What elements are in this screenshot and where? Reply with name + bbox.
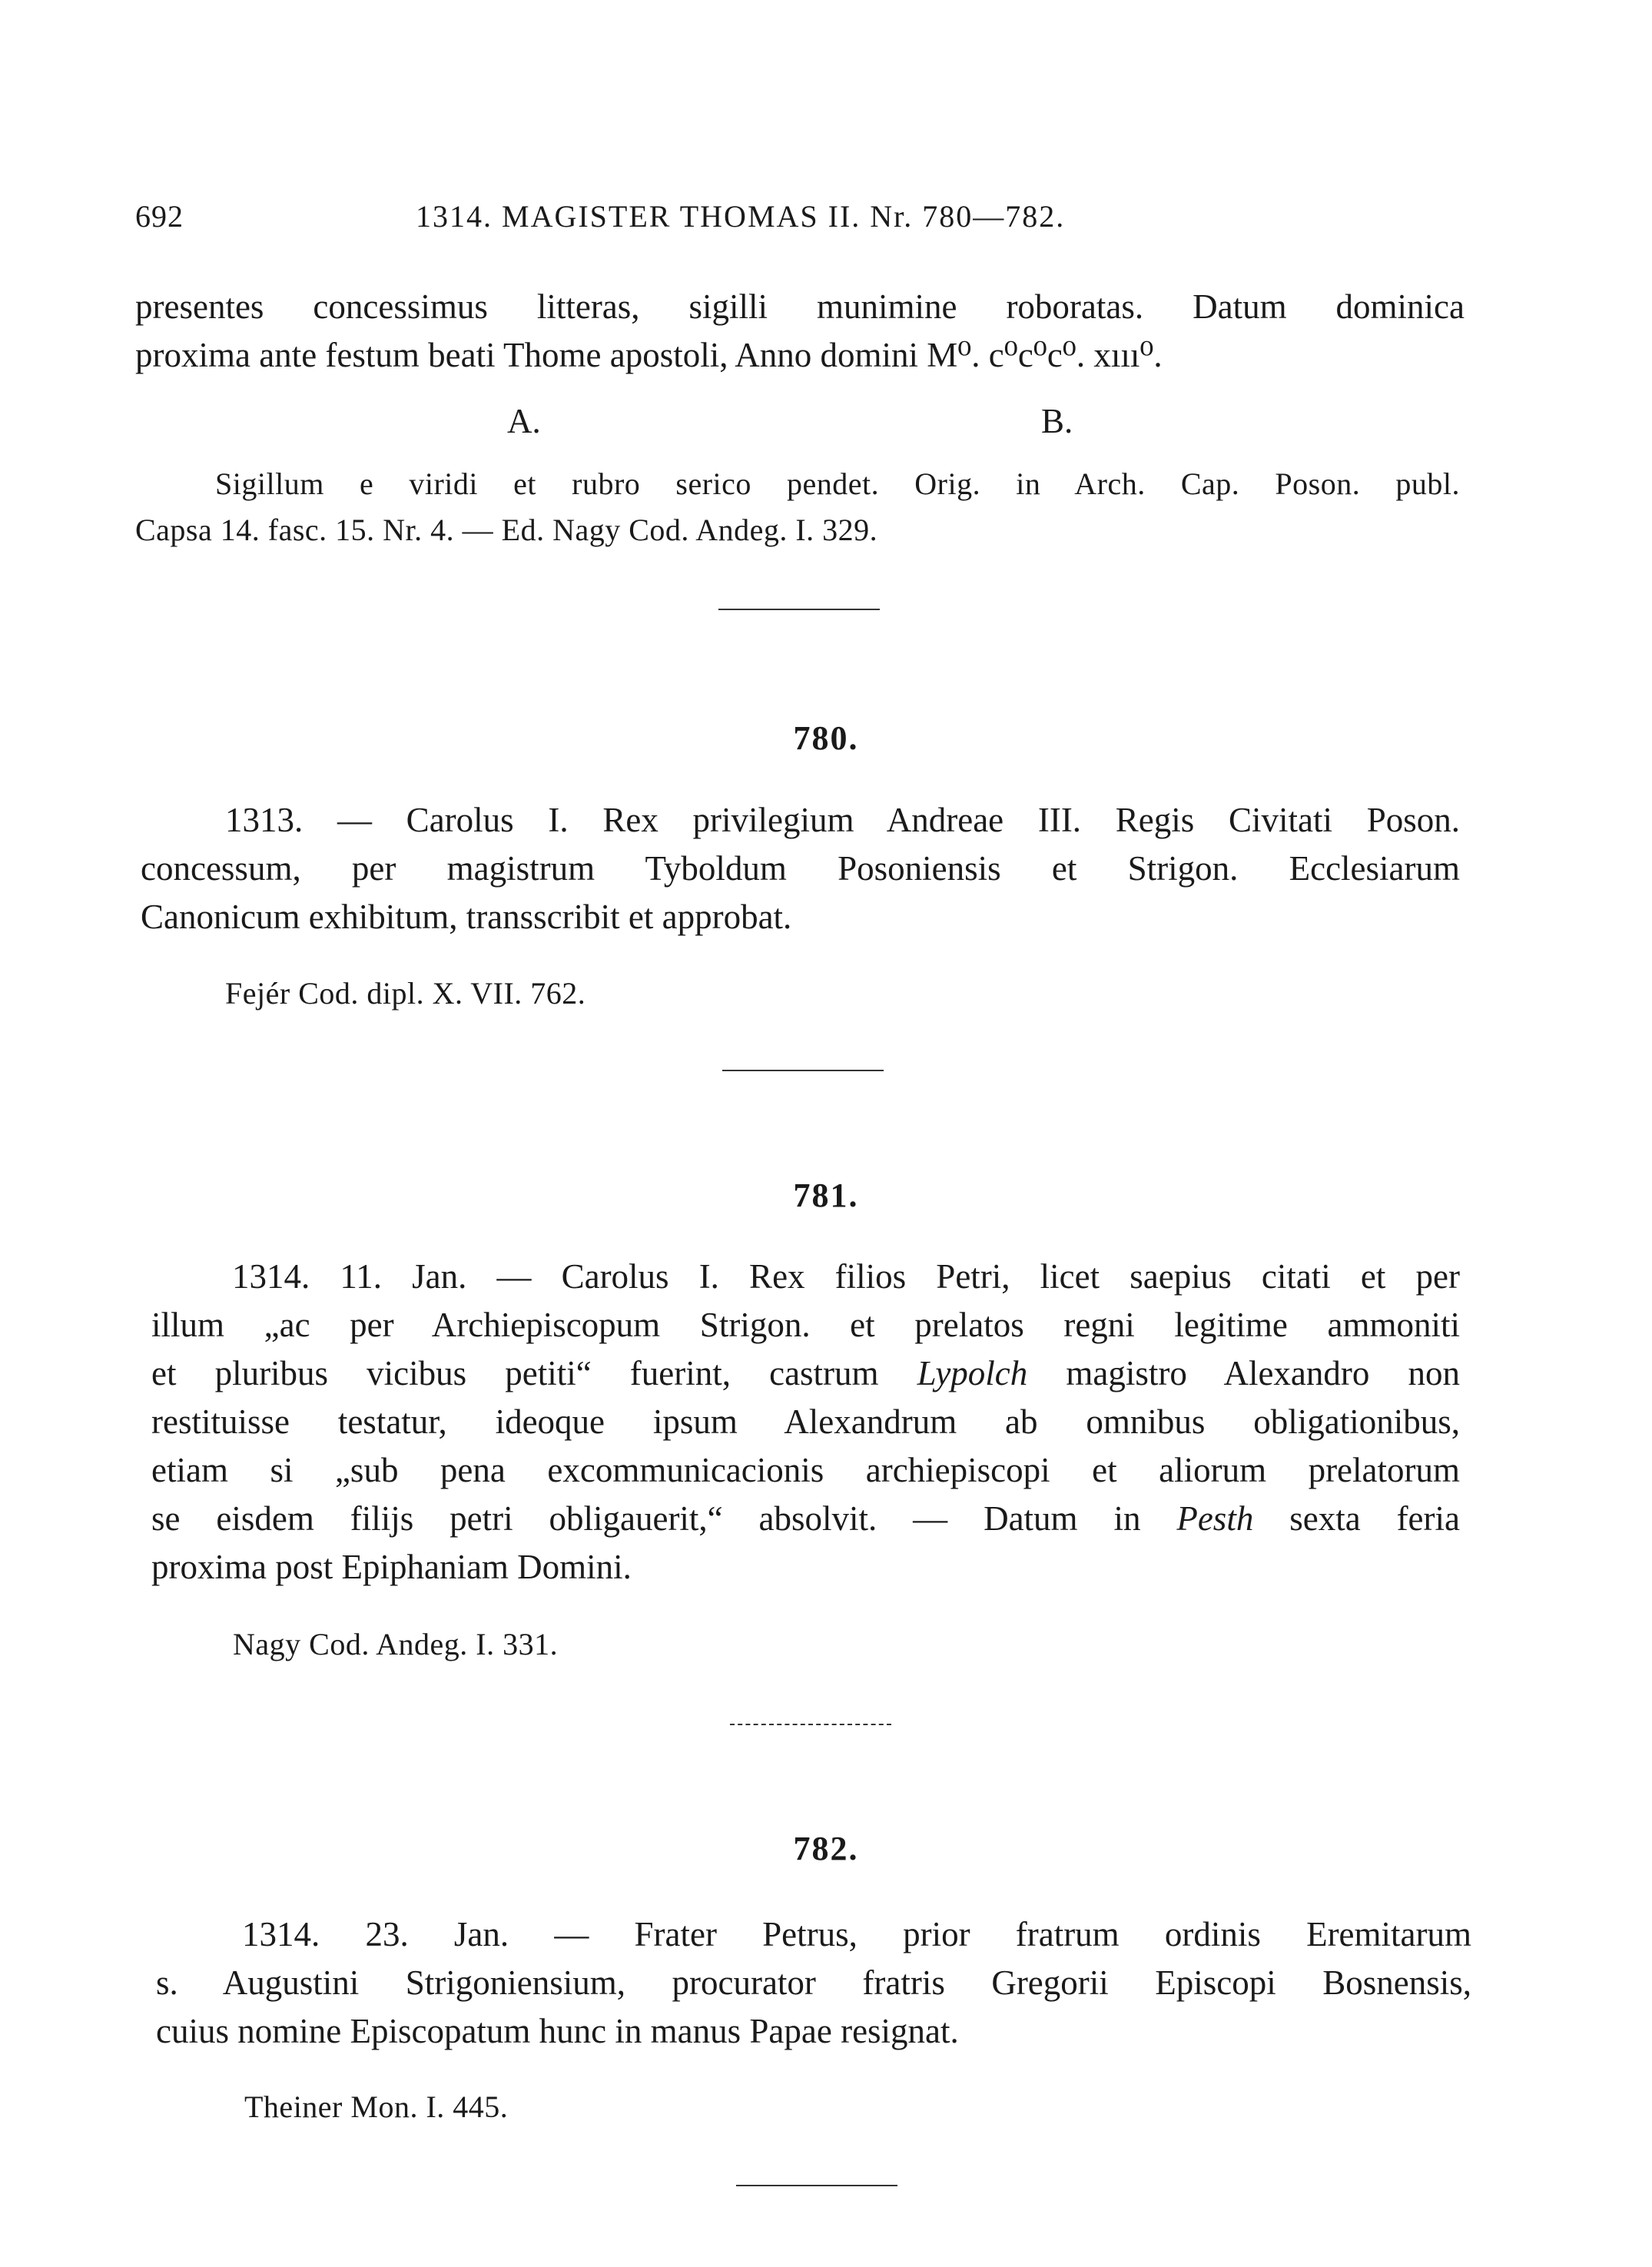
regest-line: Canonicum exhibitum, transscribit et approbat. xyxy=(141,898,792,936)
section-divider xyxy=(722,1070,884,1071)
section-divider xyxy=(730,1724,891,1725)
regest-line: illum „ac per Archiepiscopum Strigon. et prelatos regni legitime ammoniti xyxy=(151,1306,1460,1344)
entry-781-regest xyxy=(151,1253,1460,1592)
running-header xyxy=(135,198,1465,244)
signers xyxy=(0,401,1652,447)
entry-782-source: Theiner Mon. I. 445. xyxy=(244,2089,509,2124)
regest-line: s. Augustini Strigoniensium, procurator fratris Gregorii Episcopi Bosnensis, xyxy=(156,1963,1471,2002)
signer-a: A. xyxy=(507,402,541,440)
intro-paragraph xyxy=(135,283,1465,380)
entry-780-regest xyxy=(141,796,1460,941)
entry-782-regest xyxy=(156,1910,1471,2056)
regest-line: etiam si „sub pena excommunicacionis archiepiscopi et aliorum prelatorum xyxy=(151,1451,1460,1489)
note-line: Sigillum e viridi et rubro serico pendet. Orig. in Arch. Cap. Poson. publ. xyxy=(215,466,1460,501)
regest-line: 1313. — Carolus I. Rex privilegium Andreae III. Regis Civitati Poson. xyxy=(225,801,1460,839)
regest-text: et pluribus vicibus petiti“ fuerint, castrum xyxy=(151,1354,917,1392)
place-name-italic: Pesth xyxy=(1176,1499,1254,1538)
regest-text: sexta feria xyxy=(1253,1499,1460,1538)
entry-number-781: 781. xyxy=(793,1177,859,1214)
regest-line: proxima post Epiphaniam Domini. xyxy=(151,1548,632,1586)
regest-line: 1314. 11. Jan. — Carolus I. Rex filios Petri, licet saepius citati et per xyxy=(232,1257,1460,1296)
entry-780-source: Fejér Cod. dipl. X. VII. 762. xyxy=(225,976,586,1011)
intro-line: presentes concessimus litteras, sigilli munimine roboratas. Datum dominica xyxy=(135,287,1465,326)
regest-line xyxy=(151,1495,1460,1543)
note-line: Capsa 14. fasc. 15. Nr. 4. — Ed. Nagy Cod. Andeg. I. 329. xyxy=(135,513,878,547)
regest-line: 1314. 23. Jan. — Frater Petrus, prior fratrum ordinis Eremitarum xyxy=(242,1915,1471,1953)
running-title: 1314. MAGISTER THOMAS II. Nr. 780—782. xyxy=(416,199,1066,234)
entry-781-source: Nagy Cod. Andeg. I. 331. xyxy=(233,1627,559,1661)
place-name-italic: Lypolch xyxy=(917,1354,1028,1392)
regest-line: cuius nomine Episcopatum hunc in manus Papae resignat. xyxy=(156,2012,959,2050)
section-divider xyxy=(736,2185,897,2186)
signer-b: B. xyxy=(1041,402,1073,440)
regest-line: concessum, per magistrum Tyboldum Posoniensis et Strigon. Ecclesiarum xyxy=(141,849,1460,888)
entry-number-782: 782. xyxy=(793,1830,859,1867)
page-number: 692 xyxy=(135,199,184,234)
intro-line: proxima ante festum beati Thome apostoli, Anno domini M⁰. c⁰c⁰c⁰. xııı⁰. xyxy=(135,336,1163,374)
regest-line: restituisse testatur, ideoque ipsum Alexandrum ab omnibus obligationibus, xyxy=(151,1402,1460,1441)
intro-note xyxy=(135,461,1460,553)
regest-text: se eisdem filijs petri obligauerit,“ absolvit. — Datum in xyxy=(151,1499,1177,1538)
regest-text: magistro Alexandro non xyxy=(1027,1354,1460,1392)
entry-number-780: 780. xyxy=(793,719,859,757)
regest-line xyxy=(151,1349,1460,1398)
section-divider xyxy=(718,609,880,610)
